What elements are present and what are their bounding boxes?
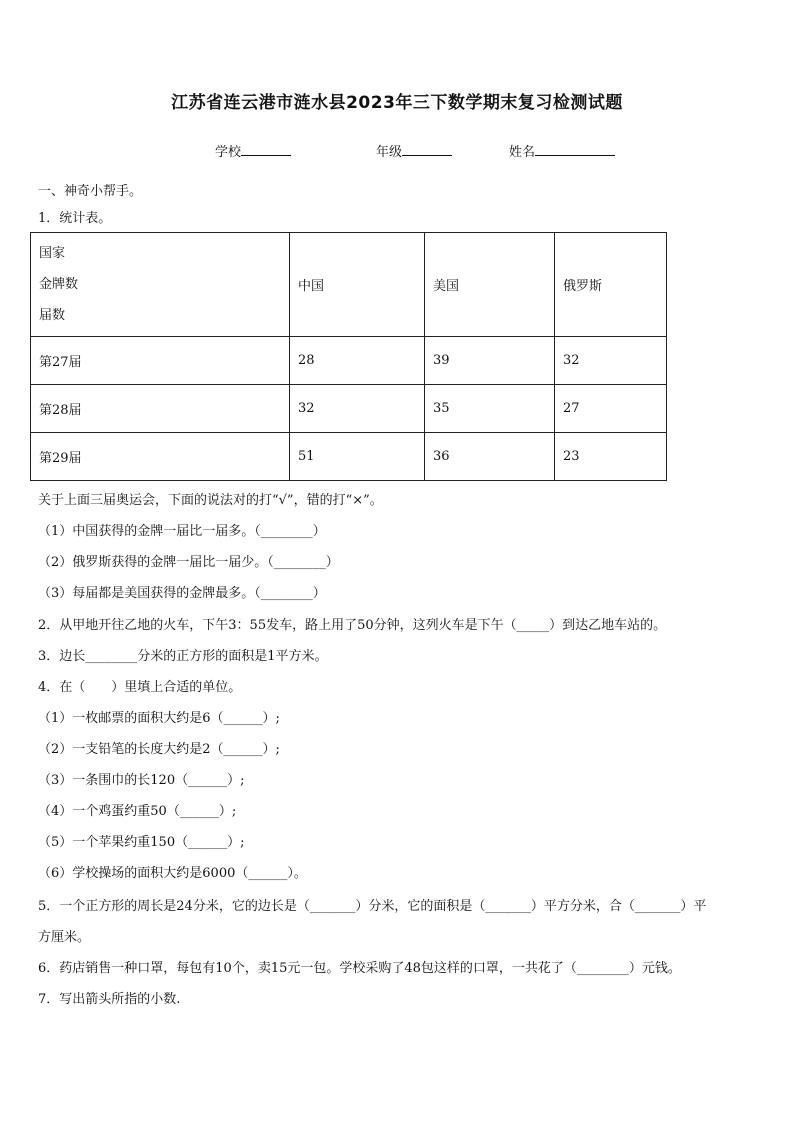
column-header: 俄罗斯 — [555, 233, 667, 337]
name-blank[interactable] — [535, 141, 615, 156]
section-heading: 一、神奇小帮手。 — [38, 184, 143, 199]
question-5-line-1[interactable]: 5．一个正方形的周长是24分米，它的边长是（_______）分米，它的面积是（_______）平方分米，合（_______）平 — [38, 899, 707, 914]
table-cell: 32 — [290, 385, 425, 433]
row-label: 第29届 — [31, 433, 290, 481]
table-cell: 32 — [555, 337, 667, 385]
row-label: 第28届 — [31, 385, 290, 433]
header-line: 国家 — [39, 246, 66, 261]
table-cell: 23 — [555, 433, 667, 481]
table-row — [31, 385, 667, 433]
question-7: 7．写出箭头所指的小数. — [38, 992, 181, 1007]
question-4-item-1[interactable]: （1）一枚邮票的面积大约是6（______）; — [38, 711, 280, 726]
table-cell: 35 — [425, 385, 555, 433]
question-4-item-4[interactable]: （4）一个鸡蛋约重50（______）; — [38, 804, 237, 819]
question-2[interactable]: 2．从甲地开往乙地的火车，下午3：55发车，路上用了50分钟，这列火车是下午（_____）到达乙地车站的。 — [38, 618, 667, 633]
question-1-item-3[interactable]: （3）每届都是美国获得的金牌最多。（________） — [38, 586, 326, 601]
grade-label: 年级 — [376, 145, 403, 160]
table-corner-header — [31, 233, 290, 337]
medal-table — [30, 232, 667, 481]
column-header: 中国 — [290, 233, 425, 337]
table-row — [31, 433, 667, 481]
table-cell: 51 — [290, 433, 425, 481]
school-label: 学校 — [215, 145, 242, 160]
question-3[interactable]: 3．边长________分米的正方形的面积是1平方米。 — [38, 649, 328, 664]
row-label: 第27届 — [31, 337, 290, 385]
grade-blank[interactable] — [402, 141, 452, 156]
table-cell: 27 — [555, 385, 667, 433]
question-1-intro: 关于上面三届奥运会，下面的说法对的打“√”，错的打“×”。 — [38, 493, 383, 508]
school-blank[interactable] — [241, 141, 291, 156]
grade-field[interactable] — [376, 141, 452, 160]
table-row — [31, 337, 667, 385]
column-header: 美国 — [425, 233, 555, 337]
name-label: 姓名 — [509, 145, 536, 160]
question-1-item-1[interactable]: （1）中国获得的金牌一届比一届多。（________） — [38, 524, 326, 539]
student-info-row — [0, 141, 794, 161]
question-6[interactable]: 6．药店销售一种口罩，每包有10个，卖15元一包。学校采购了48包这样的口罩，一共花了（________）元钱。 — [38, 961, 681, 976]
header-line: 金牌数 — [39, 277, 79, 292]
table-cell: 28 — [290, 337, 425, 385]
question-4-label: 4．在（ ）里填上合适的单位。 — [38, 680, 242, 695]
name-field[interactable] — [509, 141, 615, 160]
table-cell: 36 — [425, 433, 555, 481]
table-cell: 39 — [425, 337, 555, 385]
page-title: 江苏省连云港市涟水县2023年三下数学期末复习检测试题 — [171, 93, 623, 113]
question-4-item-5[interactable]: （5）一个苹果约重150（______）; — [38, 835, 245, 850]
school-field[interactable] — [215, 141, 291, 160]
question-1-label: 1．统计表。 — [38, 211, 112, 226]
header-line: 届数 — [39, 308, 66, 323]
question-5-line-2: 方厘米。 — [38, 930, 91, 945]
question-4-item-3[interactable]: （3）一条围巾的长120（______）; — [38, 773, 245, 788]
table-header-row — [31, 233, 667, 337]
question-4-item-2[interactable]: （2）一支铅笔的长度大约是2（______）; — [38, 742, 280, 757]
question-1-item-2[interactable]: （2）俄罗斯获得的金牌一届比一届少。（________） — [38, 555, 339, 570]
question-4-item-6[interactable]: （6）学校操场的面积大约是6000（______）。 — [38, 866, 307, 881]
